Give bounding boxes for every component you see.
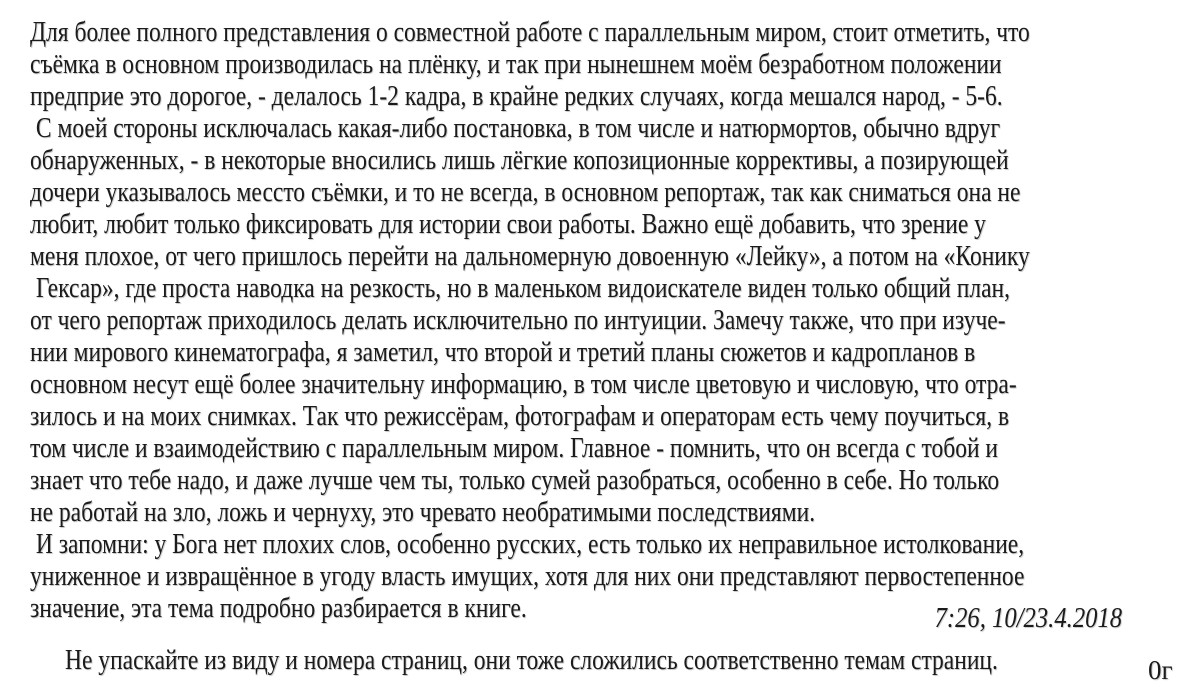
page-mark: 0г xyxy=(1148,655,1173,685)
text-line: униженное и извращённое в угоду власть имущих, хотя для них они представляют первостепенное xyxy=(30,561,1025,592)
text-line: меня плохое, от чего пришлось перейти на дальномерную довоенную «Лейку», а потом на «Конику xyxy=(30,241,1030,272)
text-line: том числе и взаимодействию с параллельным миром. Главное - помнить, что он всегда с тобой и xyxy=(30,433,999,464)
text-line: дочери указывалось мессто съёмки, и то не всегда, в основном репортаж, так как сниматься она не xyxy=(30,177,1021,208)
text-line: значение, эта тема подробно разбирается в книге. xyxy=(30,593,527,624)
text-line: предприе это дорогое, - делалось 1-2 кадра, в крайне редких случаях, когда мешался народ, - 5-6. xyxy=(30,81,1003,112)
text-line: Гексар», где проста наводка на резкость, но в маленьком видоискателе виден только общий план, xyxy=(30,273,1011,304)
timestamp: 7:26, 10/23.4.2018 xyxy=(934,603,1122,634)
footnote-line: Не упаскайте из виду и номера страниц, они тоже сложились соответственно темам страниц. xyxy=(65,645,998,676)
text-line: съёмка в основном производилась на плёнку, и так при нынешнем моём безработном положении xyxy=(30,49,1002,80)
text-line: И запомни: у Бога нет плохих слов, особенно русских, есть только их неправильное истолкование, xyxy=(30,529,1025,560)
text-line: от чего репортаж приходилось делать исключительно по интуиции. Замечу также, что при изуче- xyxy=(30,305,1006,336)
text-line: Для более полного представления о совместной работе с параллельным миром, стоит отметить, что xyxy=(30,17,1030,48)
text-line: любит, любит только фиксировать для истории свои работы. Важно ещё добавить, что зрение у xyxy=(30,209,986,240)
text-line: С моей стороны исключалась какая-либо постановка, в том числе и натюрмортов, обычно вдруг xyxy=(30,113,1001,144)
text-line: обнаруженных, - в некоторые вносились лишь лёгкие копозиционные коррективы, а позирующей xyxy=(30,145,1009,176)
text-line: знает что тебе надо, и даже лучше чем ты, только сумей разобраться, особенно в себе. Но только xyxy=(30,465,1000,496)
text-line: основном несут ещё более значительну информацию, в том числе цветовую и числовую, что отра- xyxy=(30,369,1017,400)
text-line: зилось и на моих снимках. Так что режиссёрам, фотографам и операторам есть чему поучиться, в xyxy=(30,401,1010,432)
main-text-block xyxy=(30,17,1200,625)
text-line: не работай на зло, ложь и чернуху, это чревато необратимыми последствиями. xyxy=(30,497,816,528)
text-line: нии мирового кинематографа, я заметил, что второй и третий планы сюжетов и кадропланов в xyxy=(30,337,976,368)
